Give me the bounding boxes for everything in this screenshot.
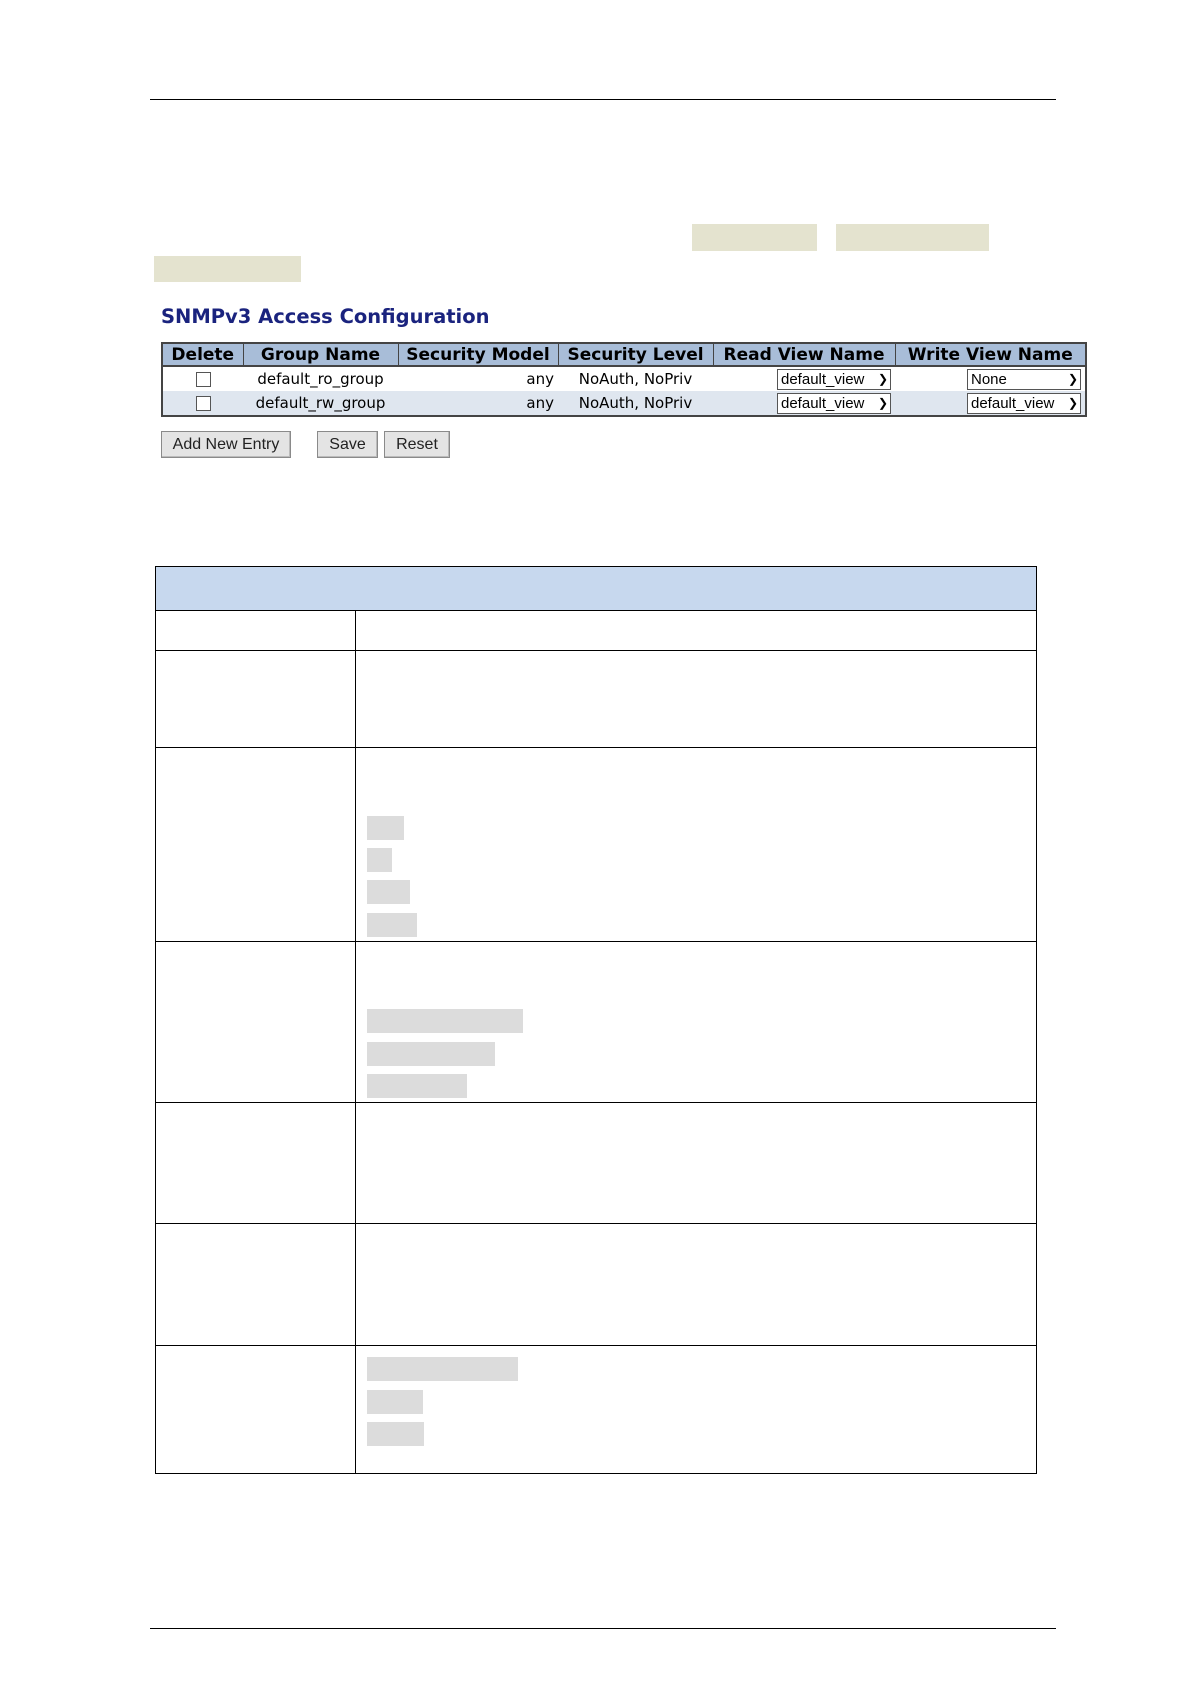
- object-cell: [156, 1103, 356, 1224]
- delete-checkbox[interactable]: [196, 372, 211, 387]
- header-rule: [150, 99, 1056, 100]
- highlighted-term-2: [836, 224, 989, 251]
- header-cell: [156, 567, 1037, 611]
- group-name-cell: default_rw_group: [243, 391, 398, 416]
- redacted-value: [367, 1009, 523, 1033]
- save-button[interactable]: Save: [317, 431, 378, 458]
- column-header-group-name: Group Name: [243, 343, 398, 366]
- write-view-select[interactable]: [967, 369, 1081, 390]
- column-header-security-model: Security Model: [398, 343, 558, 366]
- redacted-value: [367, 1422, 424, 1446]
- chevron-down-icon: ❯: [877, 372, 888, 386]
- reset-button[interactable]: Reset: [384, 431, 450, 458]
- description-cell: [356, 611, 1037, 651]
- redacted-value: [367, 913, 417, 937]
- table-row: [156, 1346, 1037, 1474]
- table-row: [156, 611, 1037, 651]
- write-view-cell: [895, 366, 1086, 391]
- table-row: [156, 651, 1037, 748]
- table-row: [156, 1224, 1037, 1346]
- description-table-header: [156, 567, 1037, 611]
- security-level-cell: NoAuth, NoPriv: [558, 391, 713, 416]
- redacted-value: [367, 816, 404, 840]
- read-view-select[interactable]: [777, 369, 891, 390]
- read-view-cell: [713, 391, 895, 416]
- description-cell: [356, 1103, 1037, 1224]
- object-cell: [156, 611, 356, 651]
- description-cell: [356, 748, 1037, 942]
- object-cell: [156, 1346, 356, 1474]
- add-new-entry-button[interactable]: Add New Entry: [161, 431, 291, 458]
- table-row: [162, 366, 1086, 391]
- object-cell: [156, 651, 356, 748]
- page-title: SNMPv3 Access Configuration: [161, 305, 490, 328]
- redacted-value: [367, 1390, 423, 1414]
- snmpv3-access-table: [161, 342, 1087, 417]
- table-row: [156, 1103, 1037, 1224]
- table-row: [156, 942, 1037, 1103]
- column-header-delete: Delete: [162, 343, 243, 366]
- write-view-cell: [895, 391, 1086, 416]
- group-name-cell: default_ro_group: [243, 366, 398, 391]
- security-model-cell: any: [398, 366, 558, 391]
- description-table: [155, 566, 1037, 1474]
- chevron-down-icon: ❯: [1067, 372, 1078, 386]
- highlighted-term-1: [692, 224, 817, 251]
- delete-cell: [162, 366, 243, 391]
- write-view-value: None: [971, 370, 1007, 388]
- security-model-cell: any: [398, 391, 558, 416]
- table-header: [162, 343, 1086, 366]
- table-row: [156, 748, 1037, 942]
- description-cell: [356, 651, 1037, 748]
- read-view-select[interactable]: [777, 393, 891, 414]
- description-cell: [356, 1224, 1037, 1346]
- redacted-value: [367, 880, 410, 904]
- object-cell: [156, 942, 356, 1103]
- column-header-security-level: Security Level: [558, 343, 713, 366]
- delete-checkbox[interactable]: [196, 396, 211, 411]
- footer-rule: [150, 1628, 1056, 1629]
- write-view-select[interactable]: [967, 393, 1081, 414]
- table-row: [162, 391, 1086, 416]
- security-level-cell: NoAuth, NoPriv: [558, 366, 713, 391]
- redacted-value: [367, 1042, 495, 1066]
- column-header-write-view-name: Write View Name: [895, 343, 1086, 366]
- read-view-value: default_view: [781, 370, 865, 388]
- redacted-value: [367, 1074, 467, 1098]
- redacted-value: [367, 1357, 518, 1381]
- delete-cell: [162, 391, 243, 416]
- object-cell: [156, 1224, 356, 1346]
- redacted-value: [367, 848, 392, 872]
- chevron-down-icon: ❯: [1067, 396, 1078, 410]
- chevron-down-icon: ❯: [877, 396, 888, 410]
- write-view-value: default_view: [971, 394, 1055, 412]
- highlighted-term-3: [154, 256, 301, 282]
- column-header-read-view-name: Read View Name: [713, 343, 895, 366]
- read-view-value: default_view: [781, 394, 865, 412]
- read-view-cell: [713, 366, 895, 391]
- object-cell: [156, 748, 356, 942]
